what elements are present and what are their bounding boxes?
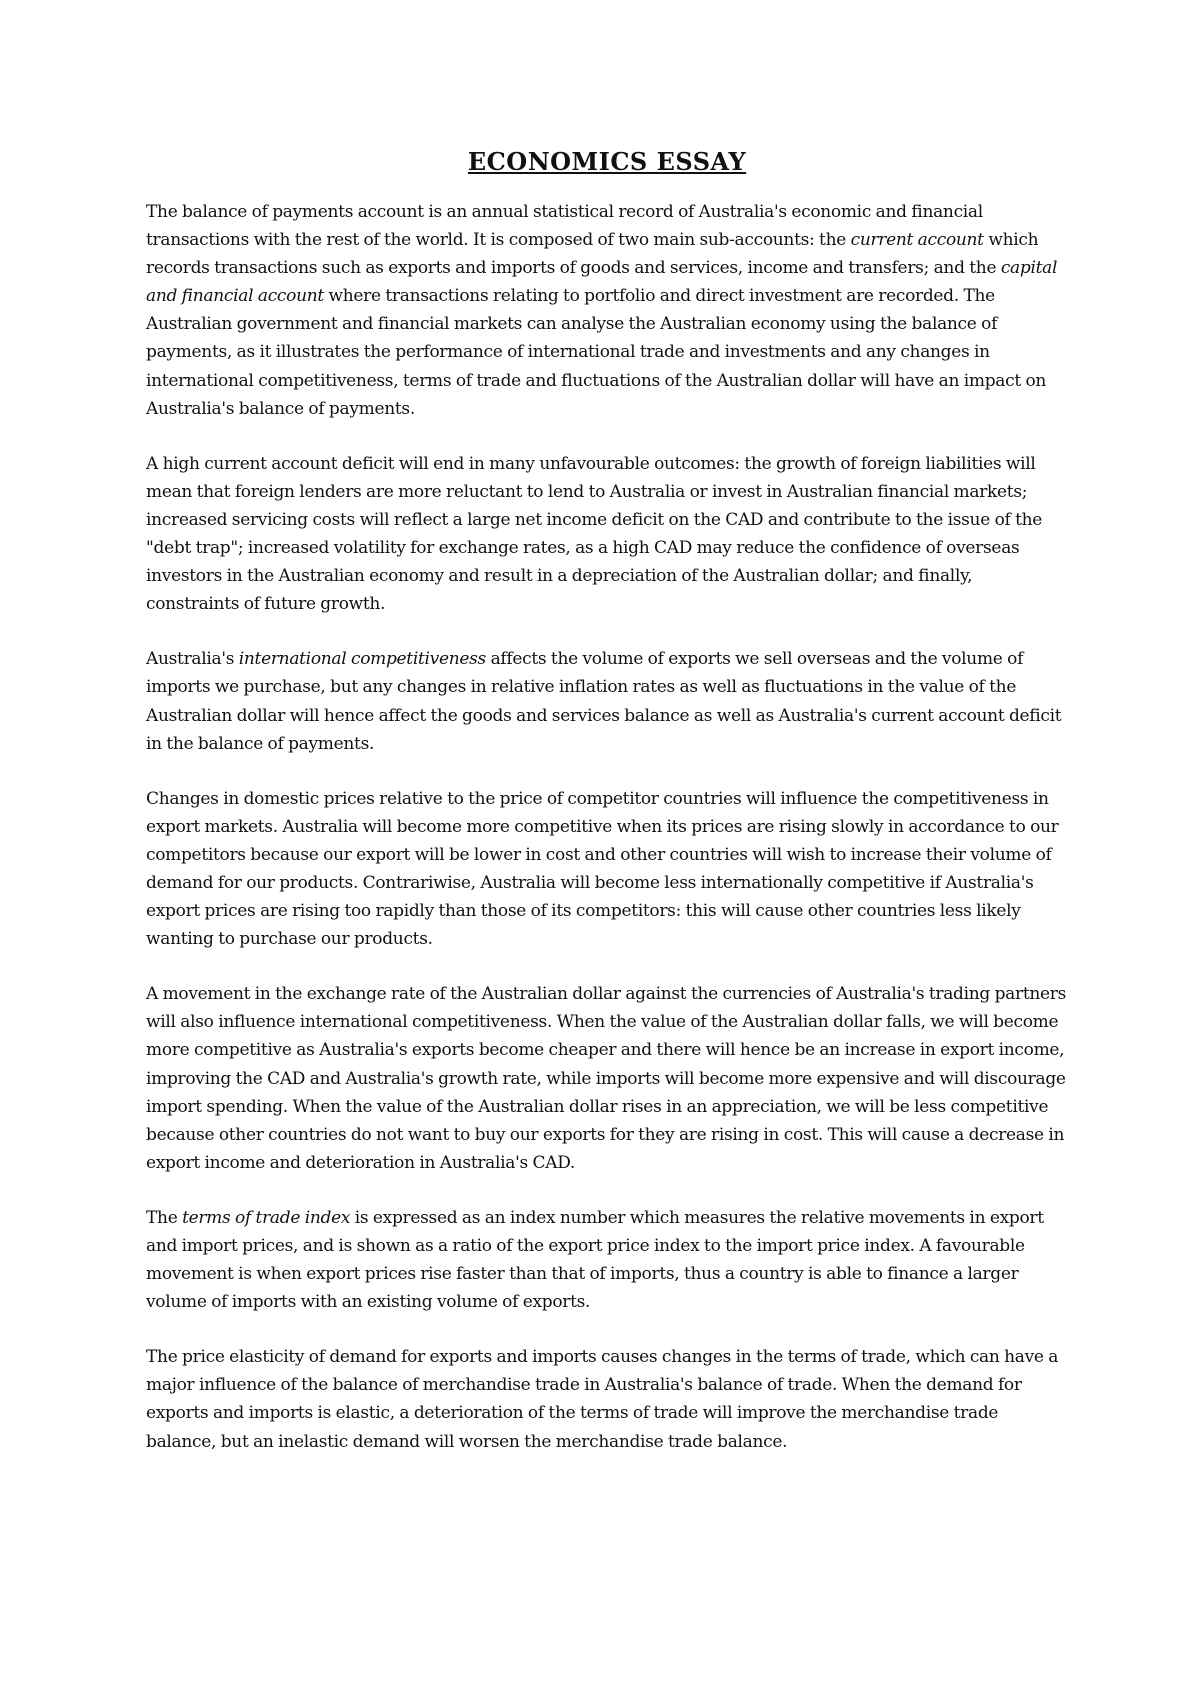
- paragraph-exchange-rate: [146, 980, 1068, 1177]
- paragraph-text: Australia's: [146, 649, 239, 670]
- paragraph-terms-of-trade: [146, 1204, 1068, 1316]
- paragraph-text: is expressed as an index number which measures the relative movements in export and import prices, and is shown as a ratio of the export price index to the import price index. A favourable movement is when export prices rise faster than that of imports, thus a country is able to finance a larger volume of imports with an existing volume of exports.: [146, 1207, 1044, 1313]
- italic-term: capital and financial account: [146, 258, 1058, 307]
- paragraph-international-competitiveness: [146, 645, 1068, 757]
- italic-term: terms of trade index: [182, 1207, 351, 1228]
- paragraph-text: A high current account deficit will end in many unfavourable outcomes: the growth of foreign liabilities will mean that foreign lenders are more reluctant to lend to Australia or invest in Australian financial markets; increased servicing costs will reflect a large net income deficit on the CAD and contribute to the issue of the "debt trap"; increased volatility for exchange rates, as a high CAD may reduce the confidence of overseas investors in the Australian economy and result in a depreciation of the Australian dollar; and finally, constraints of future growth.: [146, 453, 1043, 615]
- italic-term: current account: [850, 230, 984, 251]
- paragraph-current-account-deficit: [146, 450, 1068, 619]
- paragraph-price-elasticity: [146, 1343, 1068, 1455]
- paragraph-domestic-prices: [146, 785, 1068, 954]
- paragraph-text: affects the volume of exports we sell overseas and the volume of imports we purchase, but any changes in relative inflation rates as well as fluctuations in the value of the Australian dollar will hence affect the goods and services balance as well as Australia's current account deficit in the balance of payments.: [146, 649, 1062, 754]
- paragraph-text: which records transactions such as exports and imports of goods and services, income and transfers; and the: [146, 230, 1039, 279]
- paragraph-text: A movement in the exchange rate of the Australian dollar against the currencies of Australia's trading partners will also influence international competitiveness. When the value of the Australian dollar falls, we will become more competitive as Australia's exports become cheaper and there will hence be an increase in export income, improving the CAD and Australia's growth rate, while imports will become more expensive and will discourage import spending. When the value of the Australian dollar rises in an appreciation, we will be less competitive because other countries do not want to buy our exports for they are rising in cost. This will cause a decrease in export income and deterioration in Australia's CAD.: [146, 984, 1067, 1173]
- paragraph-text: The price elasticity of demand for exports and imports causes changes in the terms of trade, which can have a major influence of the balance of merchandise trade in Australia's balance of trade. When the demand for exports and imports is elastic, a deterioration of the terms of trade will improve the merchandise trade balance, but an inelastic demand will worsen the merchandise trade balance.: [146, 1347, 1059, 1452]
- paragraph-text: The balance of payments account is an annual statistical record of Australia's economic and financial transactions with the rest of the world. It is composed of two main sub-accounts: the: [146, 202, 983, 251]
- paragraph-text: Changes in domestic prices relative to the price of competitor countries will influence the competitiveness in export markets. Australia will become more competitive when its prices are rising slowly in accordance to our competitors because our export will be lower in cost and other countries will wish to increase their volume of demand for our products. Contrariwise, Australia will become less internationally competitive if Australia's export prices are rising too rapidly than those of its competitors: this will cause other countries less likely wanting to purchase our products.: [146, 788, 1059, 950]
- essay-title: ECONOMICS ESSAY: [467, 147, 747, 176]
- essay-body: [146, 144, 1068, 1483]
- italic-term: international competitiveness: [238, 649, 486, 670]
- paragraph-text: where transactions relating to portfolio and direct investment are recorded. The Australian government and financial markets can analyse the Australian economy using the balance of payments, as it illustrates the performance of international trade and investments and any changes in international competitiveness, terms of trade and fluctuations of the Australian dollar will have an impact on Australia's balance of payments.: [146, 286, 1047, 419]
- paragraph-balance-of-payments: [146, 198, 1068, 423]
- paragraph-text: The: [146, 1207, 183, 1228]
